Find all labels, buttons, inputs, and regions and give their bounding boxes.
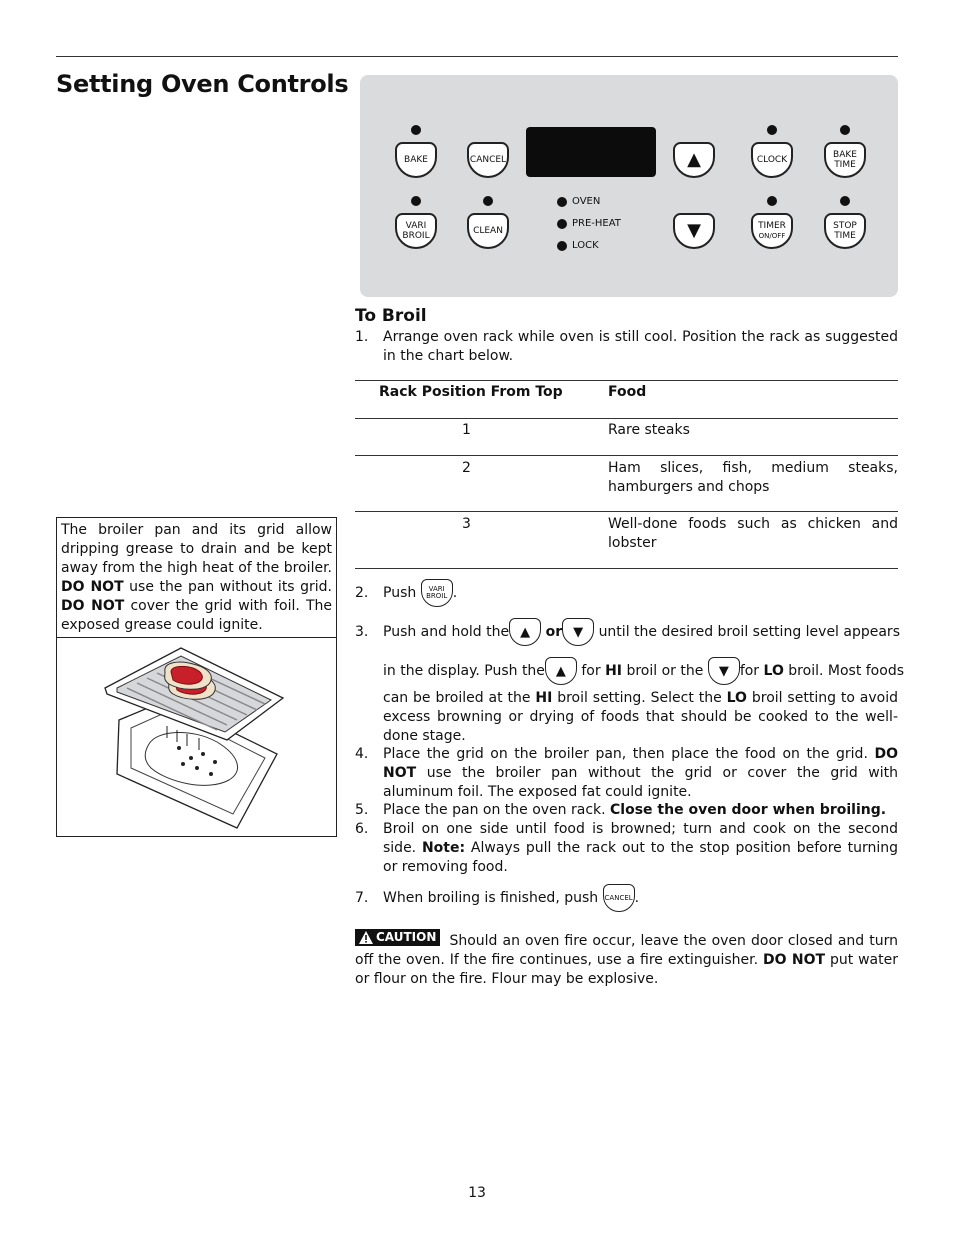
broiler-pan-note-box bbox=[56, 517, 337, 837]
up-arrow-icon: ▲ bbox=[687, 149, 701, 170]
bake-led bbox=[411, 125, 421, 135]
broiler-pan-illustration bbox=[87, 642, 307, 832]
caution-text-b: put water or flour on the fire. Flour may be explosive. bbox=[355, 952, 898, 987]
table-rule-bottom bbox=[355, 568, 898, 569]
step-3-line-1 bbox=[383, 617, 898, 647]
to-broil-heading: To Broil bbox=[355, 306, 427, 326]
step-3-text-f2: broil setting. Select the bbox=[557, 690, 722, 706]
bake-time-label-1: BAKE bbox=[833, 150, 857, 160]
oven-indicator-label: OVEN bbox=[572, 196, 601, 207]
clean-led bbox=[483, 196, 493, 206]
stop-time-led bbox=[840, 196, 850, 206]
up-arrow-inline-icon: ▲ bbox=[509, 618, 541, 646]
step-4-text bbox=[383, 745, 898, 802]
caution-text-a: Should an oven fire occur, leave the oven door closed and turn off the oven. If the fire continues, use a fire extinguisher. bbox=[355, 933, 899, 968]
table-row-3-position: 3 bbox=[462, 516, 471, 532]
caution-badge bbox=[355, 929, 440, 946]
step-5-bold: Close the oven door when broiling. bbox=[610, 802, 887, 818]
table-row-2-position: 2 bbox=[462, 460, 471, 476]
step-3-for-1: for bbox=[581, 663, 601, 679]
side-box-divider bbox=[57, 637, 336, 638]
clock-button-label: CLOCK bbox=[756, 155, 788, 165]
table-row-3-food: Well-done foods such as chicken and lobster bbox=[608, 516, 898, 551]
table-header-position: Rack Position From Top bbox=[379, 384, 563, 400]
side-do-not-2: DO NOT bbox=[61, 598, 125, 614]
step-4-number: 4. bbox=[355, 746, 369, 762]
stop-time-label-1: STOP bbox=[833, 221, 857, 231]
table-rule-top bbox=[355, 380, 898, 381]
vari-broil-label-2: BROIL bbox=[402, 231, 430, 241]
step-6-text-b: Always pull the rack out to the stop position before turning or removing food. bbox=[383, 840, 898, 875]
oven-indicator-dot bbox=[557, 197, 567, 207]
step-5-text bbox=[383, 801, 898, 820]
table-rule-3 bbox=[355, 511, 898, 512]
up-arrow-button[interactable] bbox=[673, 142, 715, 178]
step-7-number: 7. bbox=[355, 890, 369, 906]
vari-broil-label-1: VARI bbox=[405, 221, 427, 231]
page-title: Setting Oven Controls bbox=[56, 70, 349, 98]
step-3-text-e: broil. Most foods bbox=[788, 663, 904, 679]
step-3-line-2 bbox=[383, 656, 904, 686]
step-5-text-a: Place the pan on the oven rack. bbox=[383, 802, 606, 818]
table-row-1-food: Rare steaks bbox=[608, 422, 690, 438]
step-7-post: . bbox=[634, 890, 640, 906]
side-text-b: use the pan without its grid. bbox=[129, 579, 332, 595]
preheat-indicator-label: PRE-HEAT bbox=[572, 218, 621, 229]
step-4-text-a: Place the grid on the broiler pan, then place the food on the grid. bbox=[383, 746, 868, 762]
vari-broil-button[interactable] bbox=[395, 213, 437, 249]
oven-control-panel bbox=[360, 75, 898, 297]
down-arrow-inline-icon: ▼ bbox=[562, 618, 594, 646]
caution-do-not: DO NOT bbox=[763, 952, 826, 968]
caution-label: CAUTION bbox=[376, 930, 437, 944]
oven-indicator bbox=[557, 196, 600, 207]
preheat-indicator bbox=[557, 218, 621, 229]
step-3-f-lo: LO bbox=[726, 690, 747, 706]
table-row-1-position: 1 bbox=[462, 422, 471, 438]
table-rule-2 bbox=[355, 455, 898, 456]
step-6-note: Note: bbox=[421, 840, 466, 856]
step-3-lo: LO bbox=[763, 663, 784, 679]
clock-button[interactable] bbox=[751, 142, 793, 178]
bake-time-led bbox=[840, 125, 850, 135]
side-do-not-1: DO NOT bbox=[61, 579, 124, 595]
vari-broil-inline-button bbox=[421, 579, 453, 607]
step-3-text-c: in the display. Push the bbox=[383, 663, 545, 679]
lock-indicator-label: LOCK bbox=[572, 240, 599, 251]
step-3-line-3 bbox=[383, 689, 898, 746]
step-6-number: 6. bbox=[355, 821, 369, 837]
bake-button-label: BAKE bbox=[404, 155, 428, 165]
cancel-button-label: CANCEL bbox=[469, 155, 507, 165]
step-2-text bbox=[383, 578, 898, 608]
step-5-number: 5. bbox=[355, 802, 369, 818]
bake-time-button[interactable] bbox=[824, 142, 866, 178]
down-arrow-inline-icon-2: ▼ bbox=[708, 657, 740, 685]
preheat-indicator-dot bbox=[557, 219, 567, 229]
step-4-do-not: DO NOT bbox=[383, 746, 898, 781]
step-2-number: 2. bbox=[355, 585, 369, 601]
stop-time-label-2: TIME bbox=[834, 231, 856, 241]
lock-indicator-dot bbox=[557, 241, 567, 251]
table-header-food: Food bbox=[608, 384, 647, 400]
step-1-text: Arrange oven rack while oven is still cool. Position the rack as suggested in the chart below. bbox=[383, 329, 898, 364]
timer-button[interactable] bbox=[751, 213, 793, 249]
step-6-text-a: Broil on one side until food is browned; turn and cook on the second side. bbox=[383, 821, 898, 856]
step-3-for-2: for bbox=[739, 663, 760, 679]
broiler-pan-note-text bbox=[61, 521, 332, 635]
step-3-hi: HI bbox=[605, 663, 623, 679]
step-6-text bbox=[383, 820, 898, 877]
oven-display bbox=[526, 127, 656, 177]
side-text-a: The broiler pan and its grid allow dripping grease to drain and be kept away from the high heat of the broiler. bbox=[61, 522, 332, 576]
step-3-number: 3. bbox=[355, 624, 369, 640]
step-2-pre: Push bbox=[383, 585, 417, 601]
step-3-f-hi: HI bbox=[535, 690, 553, 706]
timer-label-2: ON/OFF bbox=[758, 232, 786, 240]
clean-button[interactable] bbox=[467, 213, 509, 249]
warning-triangle-icon bbox=[359, 931, 373, 944]
top-rule bbox=[56, 56, 898, 57]
clock-led bbox=[767, 125, 777, 135]
cancel-inline-button: CANCEL bbox=[603, 884, 635, 912]
down-arrow-button[interactable] bbox=[673, 213, 715, 249]
lock-indicator bbox=[557, 240, 599, 251]
side-text-c: cover the grid with foil. The exposed grease could ignite. bbox=[61, 598, 332, 633]
timer-led bbox=[767, 196, 777, 206]
step-2-post: . bbox=[452, 585, 458, 601]
step-7-pre: When broiling is finished, push bbox=[383, 890, 599, 906]
step-3-text-d: broil or the bbox=[626, 663, 704, 679]
step-3-text-f3: broil setting to avoid excess browning or drying of foods that should be cooked to the well-done stage. bbox=[383, 690, 899, 744]
step-3-or: or bbox=[545, 624, 563, 640]
step-4-text-b: use the broiler pan without the grid or cover the grid with aluminum foil. The exposed fat could ignite. bbox=[383, 765, 898, 800]
caution-block bbox=[355, 929, 898, 989]
step-1-number: 1. bbox=[355, 329, 369, 345]
down-arrow-icon: ▼ bbox=[687, 220, 701, 241]
vari-broil-inline-label: VARI BROIL bbox=[426, 585, 448, 600]
step-3-text-b: until the desired broil setting level appears bbox=[598, 624, 900, 640]
step-3-text-f1: can be broiled at the bbox=[383, 690, 531, 706]
table-row-2-food: Ham slices, fish, medium steaks, hamburgers and chops bbox=[608, 460, 898, 495]
bake-time-label-2: TIME bbox=[834, 160, 856, 170]
page-number: 13 bbox=[468, 1185, 486, 1201]
step-7-text bbox=[383, 883, 898, 913]
vari-broil-led bbox=[411, 196, 421, 206]
step-3-text-a: Push and hold the bbox=[383, 624, 510, 640]
stop-time-button[interactable] bbox=[824, 213, 866, 249]
table-rule-1 bbox=[355, 418, 898, 419]
clean-button-label: CLEAN bbox=[473, 226, 503, 236]
bake-button[interactable] bbox=[395, 142, 437, 178]
cancel-button[interactable] bbox=[467, 142, 509, 178]
up-arrow-inline-icon-2: ▲ bbox=[545, 657, 577, 685]
timer-label-1: TIMER bbox=[758, 221, 786, 231]
